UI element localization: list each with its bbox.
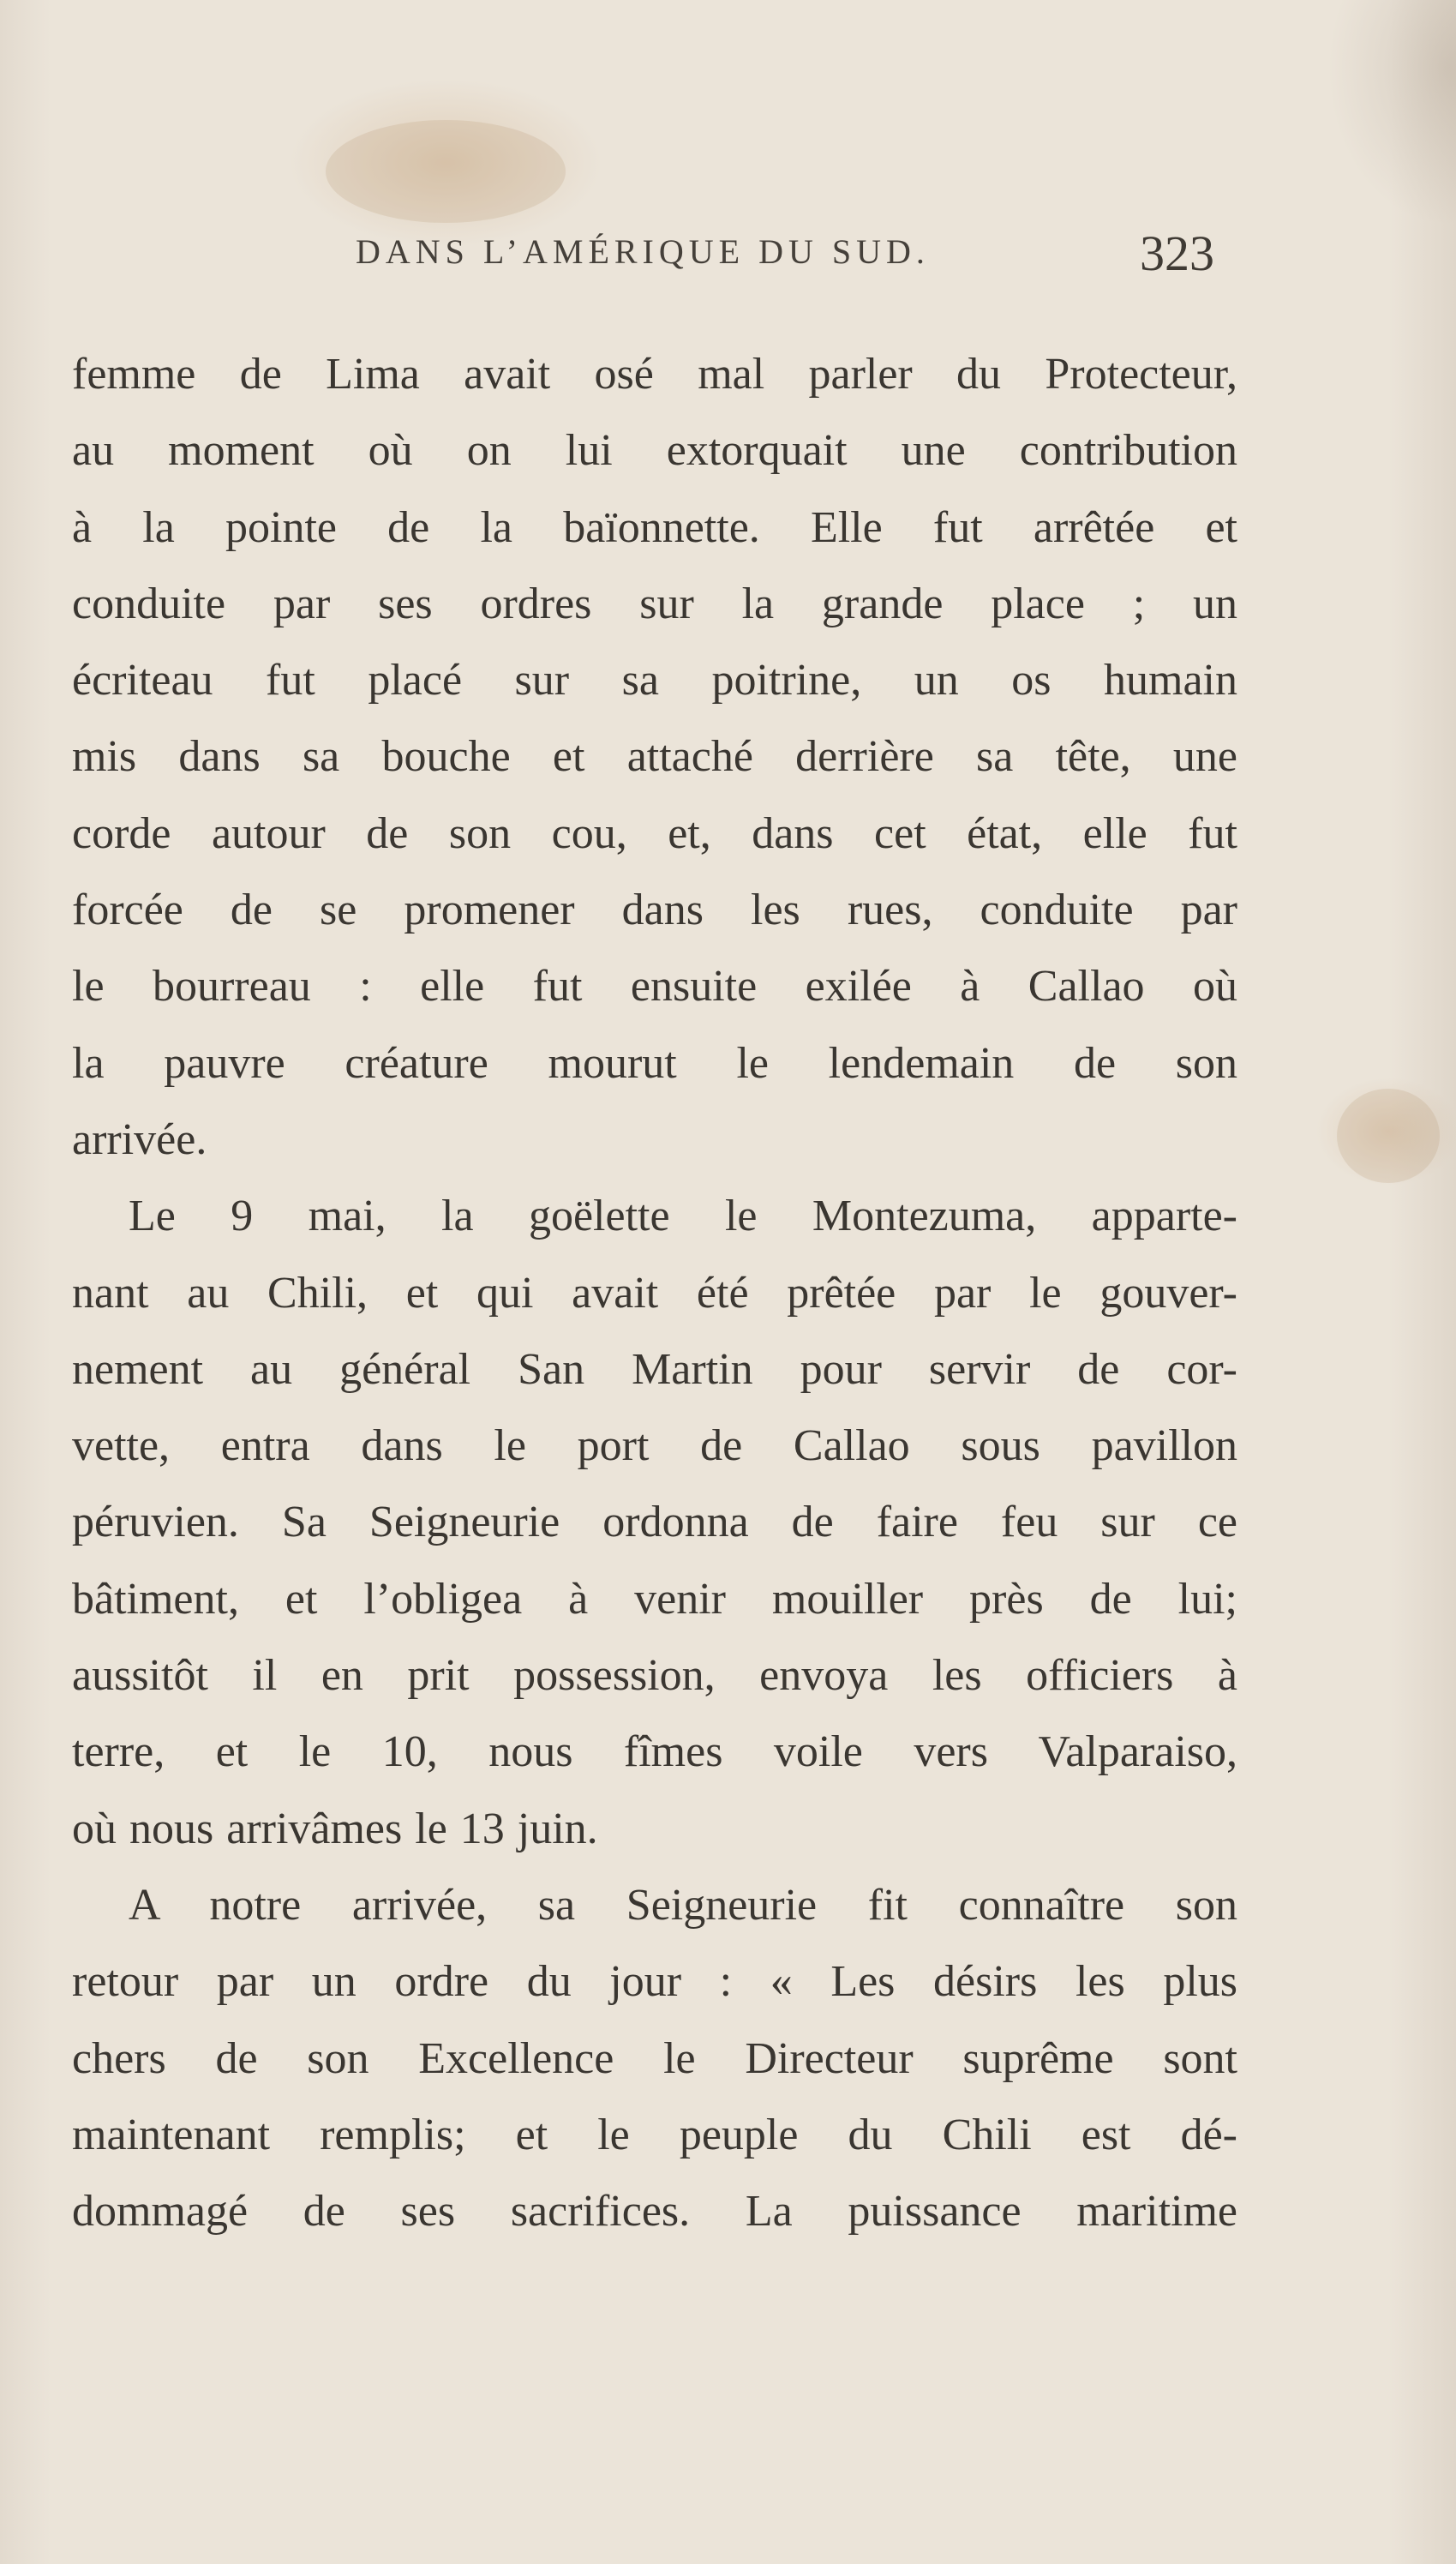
paper-stain bbox=[1337, 1089, 1440, 1183]
text-line: aussitôt il en prit possession, envoya les officiers à bbox=[72, 1651, 1237, 1701]
text-line: le bourreau : elle fut ensuite exilée à Callao où bbox=[72, 962, 1237, 1012]
text-line: péruvien. Sa Seigneurie ordonna de faire feu sur ce bbox=[72, 1498, 1237, 1547]
page-number: 323 bbox=[1140, 225, 1214, 281]
text-line: à la pointe de la baïonnette. Elle fut arrêtée et bbox=[72, 502, 1237, 552]
text-line: retour par un ordre du jour : « Les désirs les plus bbox=[72, 1957, 1237, 2007]
text-line: bâtiment, et l’obligea à venir mouiller près de lui; bbox=[72, 1574, 1237, 1624]
text-line: vette, entra dans le port de Callao sous pavillon bbox=[72, 1421, 1237, 1471]
text-line: forcée de se promener dans les rues, conduite par bbox=[72, 886, 1237, 935]
text-line: nement au général San Martin pour servir de cor- bbox=[72, 1344, 1237, 1394]
text-line: chers de son Excellence le Directeur suprême sont bbox=[72, 2033, 1237, 2083]
text-line: maintenant remplis; et le peuple du Chili est dé- bbox=[72, 2110, 1237, 2159]
text-line: corde autour de son cou, et, dans cet état, elle fut bbox=[72, 808, 1237, 858]
paper-stain bbox=[326, 120, 566, 223]
text-line: arrivée. bbox=[72, 1114, 207, 1164]
text-line: écriteau fut placé sur sa poitrine, un os humain bbox=[72, 656, 1237, 706]
text-line: au moment où on lui extorquait une contribution bbox=[72, 426, 1237, 476]
text-line: conduite par ses ordres sur la grande place ; un bbox=[72, 579, 1237, 628]
paragraph-start-line: A notre arrivée, sa Seigneurie fit connaître son bbox=[129, 1880, 1237, 1930]
text-line: femme de Lima avait osé mal parler du Protecteur, bbox=[72, 350, 1237, 399]
paragraph-start-line: Le 9 mai, la goëlette le Montezuma, apparte- bbox=[129, 1192, 1237, 1241]
running-title: DANS L’AMÉRIQUE DU SUD. bbox=[356, 232, 930, 271]
text-line: mis dans sa bouche et attaché derrière sa tête, une bbox=[72, 732, 1237, 782]
text-line: où nous arrivâmes le 13 juin. bbox=[72, 1804, 598, 1853]
text-line: dommagé de ses sacrifices. La puissance maritime bbox=[72, 2187, 1237, 2237]
text-line: terre, et le 10, nous fîmes voile vers Valparaiso, bbox=[72, 1727, 1237, 1777]
text-line: nant au Chili, et qui avait été prêtée par le gouver- bbox=[72, 1268, 1237, 1318]
body-text bbox=[72, 336, 1237, 2249]
text-line: la pauvre créature mourut le lendemain de son bbox=[72, 1038, 1237, 1088]
